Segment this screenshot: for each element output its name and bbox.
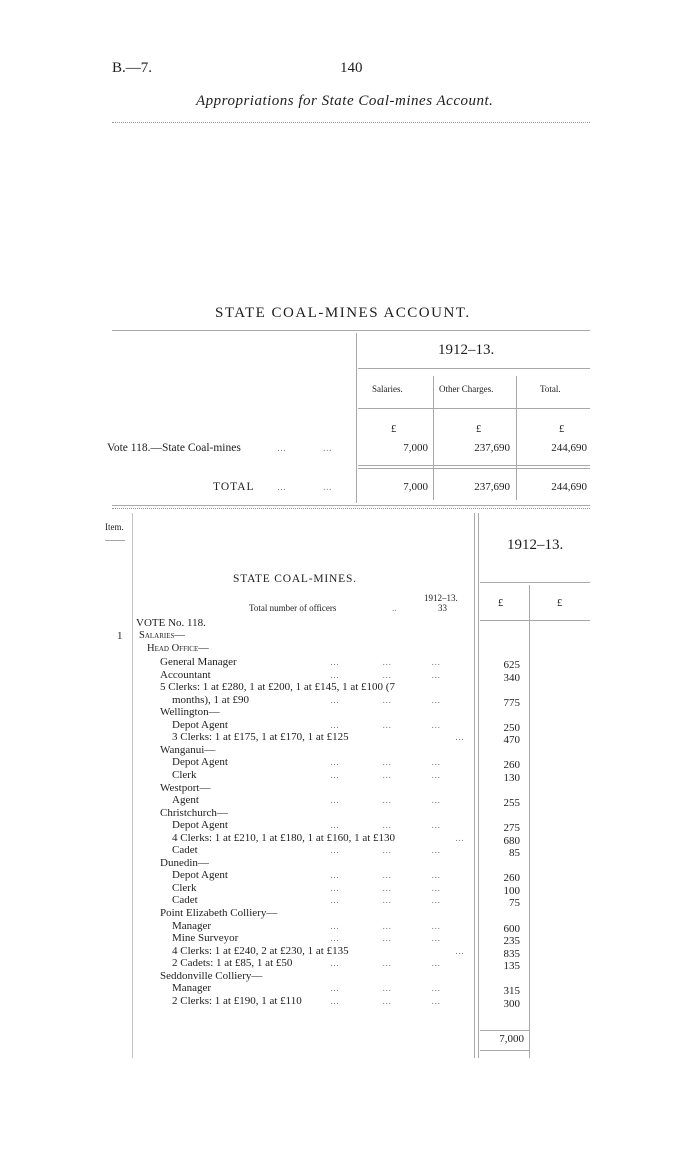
dot-leader: … <box>455 732 465 743</box>
detail-year: 1912–13. <box>507 537 564 553</box>
salary-row-amount: 775 <box>503 696 520 709</box>
salary-row-amount: 260 <box>503 759 520 772</box>
item-number: 1 <box>117 630 123 642</box>
currency-other: £ <box>476 424 482 435</box>
salary-row-amount: 300 <box>503 997 520 1010</box>
summary-total-rule-1 <box>358 465 590 466</box>
salary-row-amount: 600 <box>503 922 520 935</box>
officers-count: 33 <box>438 603 447 613</box>
amount-column-divider-3 <box>529 585 530 1058</box>
salary-row-amount: 680 <box>503 834 520 847</box>
salary-row-label: 4 Clerks: 1 at £240, 2 at £230, 1 at £135 <box>172 944 349 957</box>
salary-row-label: 5 Clerks: 1 at £280, 1 at £200, 1 at £145, 1 at £100 (7 <box>160 681 395 694</box>
salary-row-amount: 275 <box>503 822 520 835</box>
summary-bottom-rule-2 <box>112 508 590 509</box>
document-reference: B.—7. <box>112 60 153 76</box>
total-row-other: 237,690 <box>474 481 510 493</box>
dot-leader: … … … <box>330 895 442 906</box>
salary-row-label: 2 Cadets: 1 at £85, 1 at £50 <box>172 957 293 970</box>
summary-divider <box>356 333 357 503</box>
amount-column-divider-2 <box>478 513 479 1058</box>
salary-row-label: Mine Surveyor <box>172 932 239 945</box>
salary-row-label: Christchurch— <box>160 806 228 819</box>
officers-label: Total number of officers <box>249 603 337 613</box>
dot-leader: … … … <box>330 958 442 969</box>
dot-leader: … … … <box>330 657 442 667</box>
dot-leader: … … … <box>330 719 442 730</box>
dot-leader: .. <box>392 603 397 613</box>
detail-year-rule <box>480 582 590 583</box>
section-title: STATE COAL-MINES. <box>233 573 357 585</box>
summary-header-rule <box>358 408 590 409</box>
total-row-total: 244,690 <box>551 481 587 493</box>
head-office-heading: Head Office— <box>147 643 209 654</box>
vote-row-other: 237,690 <box>474 442 510 454</box>
dot-leader: … … … <box>330 983 442 994</box>
dot-leader: … … … <box>330 845 442 856</box>
salary-row-amount: 130 <box>503 771 520 784</box>
header-rule <box>112 122 590 123</box>
dot-leader: … … … <box>330 769 442 780</box>
salary-row-amount: 235 <box>503 935 520 948</box>
detail-header-rule <box>480 620 590 621</box>
salary-row-label: Cadet <box>172 894 198 907</box>
dot-leader: … … … <box>330 882 442 893</box>
dot-leader: … … … <box>330 795 442 806</box>
total-row-salaries: 7,000 <box>403 481 428 493</box>
dot-leader: … … … <box>330 933 442 944</box>
salary-row-label: Wellington— <box>160 706 220 719</box>
salary-row-label: Depot Agent <box>172 869 228 882</box>
dot-leader: … … … <box>330 694 442 705</box>
salary-row-label: 3 Clerks: 1 at £175, 1 at £170, 1 at £125 <box>172 731 349 744</box>
page-number: 140 <box>340 60 363 76</box>
col-salaries-header: Salaries. <box>372 384 403 394</box>
salary-row-amount: 835 <box>503 947 520 960</box>
salary-row-amount: 255 <box>503 797 520 810</box>
vote-row-total: 244,690 <box>551 442 587 454</box>
salary-row-label: Cadet <box>172 844 198 857</box>
salary-row-amount: 470 <box>503 734 520 747</box>
salary-row-label: 2 Clerks: 1 at £190, 1 at £110 <box>172 994 302 1007</box>
salary-row-label: General Manager <box>160 656 237 668</box>
item-header-underline <box>105 540 125 541</box>
vote-row-label: Vote 118.—State Coal-mines <box>107 442 241 454</box>
salary-row-label: Agent <box>172 794 199 807</box>
salary-row-amount: 100 <box>503 884 520 897</box>
subtotal-rule <box>480 1030 530 1031</box>
vote-row-salaries: 7,000 <box>403 442 428 454</box>
item-column-divider <box>132 513 133 1058</box>
running-title: Appropriations for State Coal-mines Account. <box>196 93 494 109</box>
detail-currency-2: £ <box>557 598 563 609</box>
total-row-label: TOTAL <box>213 481 255 493</box>
currency-salaries: £ <box>391 424 397 435</box>
salary-row-label: Point Elizabeth Colliery— <box>160 907 278 919</box>
dot-leader: … … … <box>330 920 442 931</box>
salaries-heading: Salaries— <box>139 630 185 641</box>
dot-leader: … … … <box>330 669 442 680</box>
summary-col-divider-2 <box>516 376 517 500</box>
salary-row-amount: 250 <box>503 721 520 734</box>
col-total-header: Total. <box>540 384 561 394</box>
summary-top-rule <box>112 330 590 331</box>
officers-year: 1912–13. <box>424 593 458 603</box>
salary-row-label: Wanganui— <box>160 743 216 756</box>
dot-leader: … … … <box>330 995 442 1006</box>
salary-row-label: months), 1 at £90 <box>172 693 249 706</box>
salary-row-label: Clerk <box>172 768 197 781</box>
salary-row-label: Dunedin— <box>160 856 209 869</box>
detail-currency-1: £ <box>498 598 504 609</box>
salary-row-label: Depot Agent <box>172 718 228 731</box>
salary-row-label: Depot Agent <box>172 756 228 769</box>
salary-row-label: Accountant <box>160 668 211 681</box>
salary-row-label: Westport— <box>160 781 211 794</box>
salary-row-label: 4 Clerks: 1 at £210, 1 at £180, 1 at £160, 1 at £130 <box>172 831 396 844</box>
dot-leader: … <box>455 945 465 956</box>
salary-row-amount: 135 <box>503 960 520 973</box>
subtotal-amount: 7,000 <box>499 1033 524 1045</box>
salary-row-amount: 625 <box>503 659 520 671</box>
salary-row-label: Manager <box>172 982 212 995</box>
salary-row-label: Clerk <box>172 881 197 894</box>
salary-row-label: Manager <box>172 919 212 932</box>
salary-row-amount: 75 <box>509 897 520 910</box>
salary-row-amount: 85 <box>509 847 520 860</box>
amount-column-divider-1 <box>474 513 475 1058</box>
salary-row-label: Seddonville Colliery— <box>160 969 263 982</box>
summary-bottom-rule-1 <box>112 505 590 506</box>
item-column-header: Item. <box>105 522 124 532</box>
salary-row-amount: 260 <box>503 872 520 885</box>
dot-leader: … … <box>277 482 333 492</box>
subtotal-bottom-rule <box>480 1050 530 1051</box>
currency-total: £ <box>559 424 565 435</box>
dot-leader: … … … <box>330 870 442 881</box>
summary-year: 1912–13. <box>438 342 495 358</box>
dot-leader: … <box>455 832 465 843</box>
col-other-header: Other Charges. <box>439 384 494 394</box>
salary-row-label: Depot Agent <box>172 819 228 832</box>
dot-leader: … … … <box>330 820 442 831</box>
summary-title: STATE COAL-MINES ACCOUNT. <box>215 305 471 321</box>
dot-leader: … … … <box>330 757 442 768</box>
salary-row-amount: 340 <box>503 671 520 684</box>
dot-leader: … … <box>277 443 333 453</box>
salary-row-amount: 315 <box>503 985 520 998</box>
vote-heading: VOTE No. 118. <box>136 617 206 629</box>
summary-total-rule-2 <box>358 468 590 469</box>
summary-year-rule <box>358 368 590 369</box>
summary-col-divider-1 <box>433 376 434 500</box>
